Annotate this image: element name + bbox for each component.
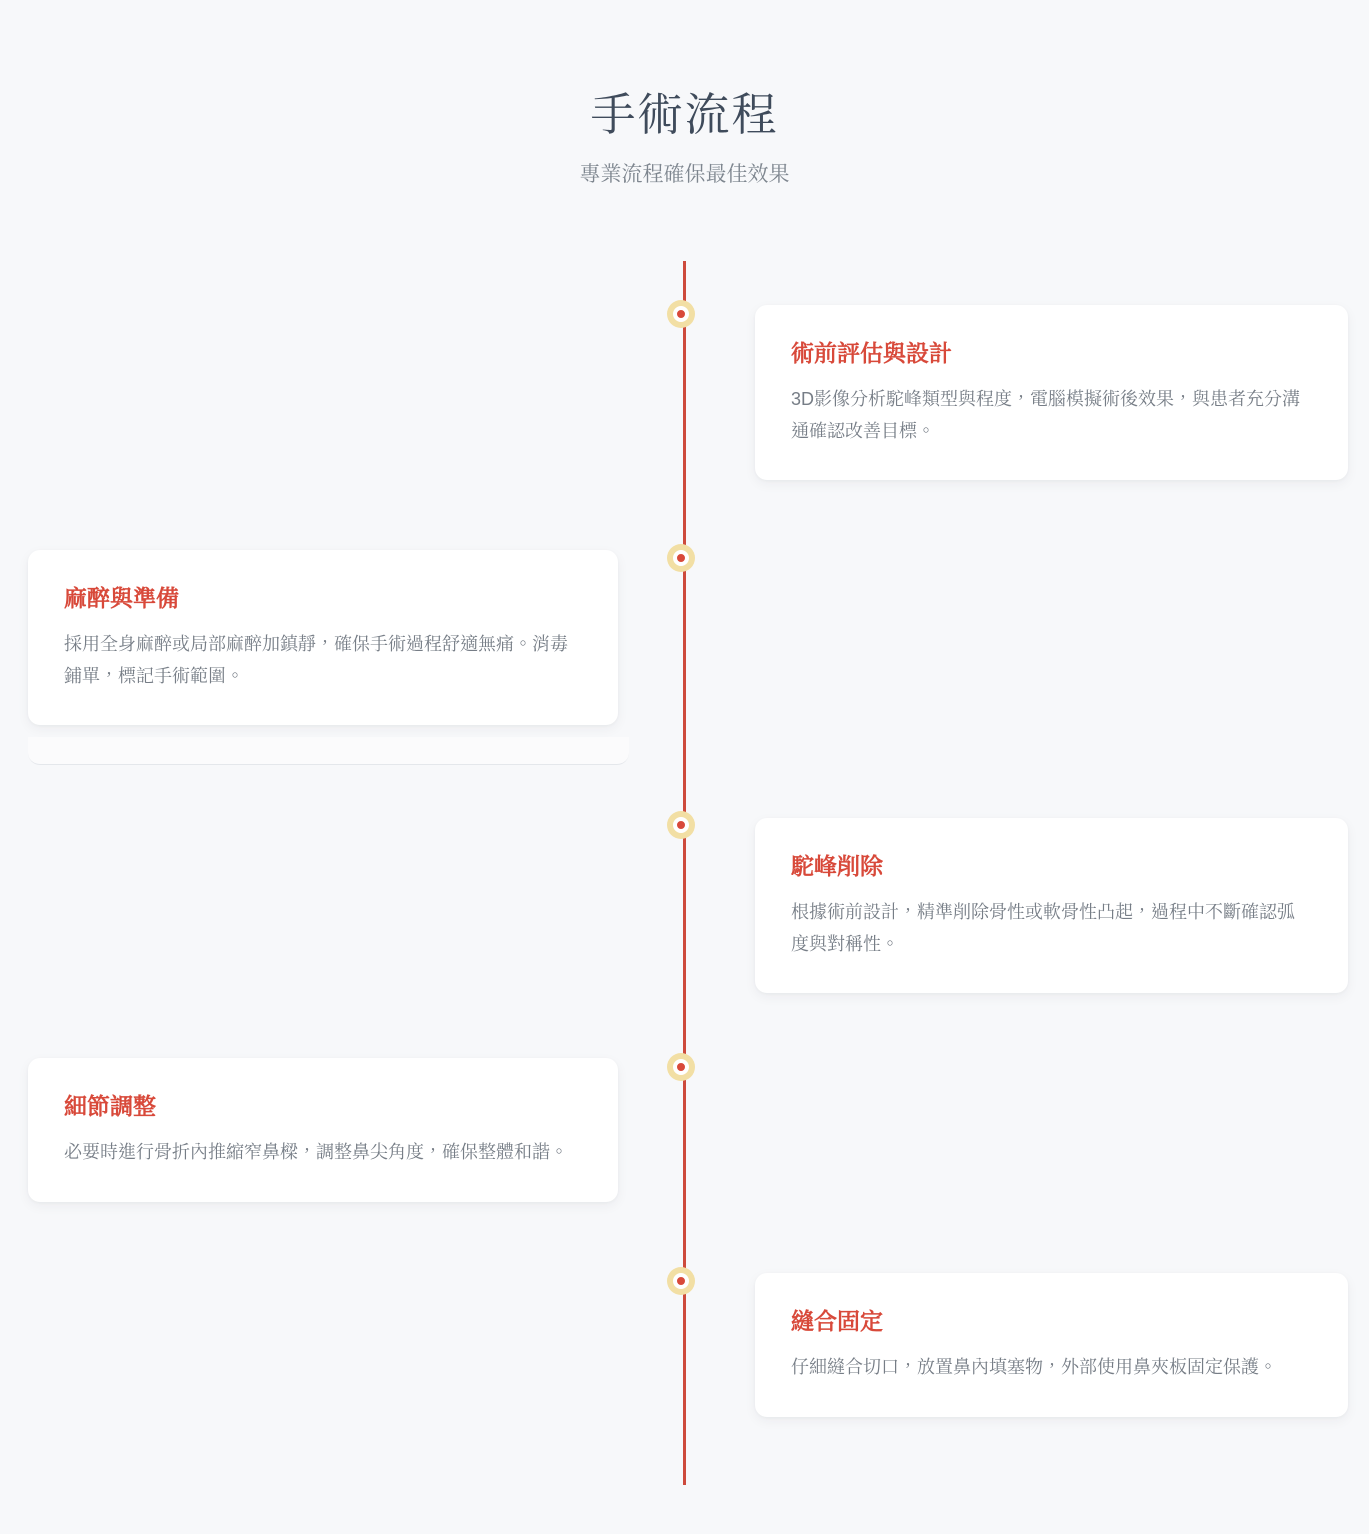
timeline-line <box>683 261 686 1485</box>
step-description: 採用全身麻醉或局部麻醉加鎮靜，確保手術過程舒適無痛。消毒鋪單，標記手術範圍。 <box>64 634 568 686</box>
step-title: 麻醉與準備 <box>64 585 179 611</box>
timeline-card-step-2 <box>28 550 618 725</box>
timeline-card-step-3 <box>755 818 1348 993</box>
timeline-dot <box>673 550 689 566</box>
timeline-dot <box>673 306 689 322</box>
timeline-dot <box>673 817 689 833</box>
timeline-card-step-1 <box>755 305 1348 480</box>
timeline-dot <box>673 1273 689 1289</box>
step-description: 3D影像分析駝峰類型與程度，電腦模擬術後效果，與患者充分溝通確認改善目標。 <box>791 389 1301 441</box>
step-description: 根據術前設計，精準削除骨性或軟骨性凸起，過程中不斷確認弧度與對稱性。 <box>791 902 1295 954</box>
timeline-dot <box>673 1059 689 1075</box>
row-divider <box>28 737 629 765</box>
page-title: 手術流程 <box>590 89 779 140</box>
step-description: 必要時進行骨折內推縮窄鼻樑，調整鼻尖角度，確保整體和諧。 <box>64 1142 568 1162</box>
step-title: 術前評估與設計 <box>791 340 952 366</box>
step-description: 仔細縫合切口，放置鼻內填塞物，外部使用鼻夾板固定保護。 <box>791 1357 1277 1377</box>
page-subtitle: 專業流程確保最佳效果 <box>579 163 790 186</box>
step-title: 縫合固定 <box>791 1308 883 1334</box>
timeline-card-step-4 <box>28 1058 618 1202</box>
step-title: 駝峰削除 <box>791 853 883 879</box>
step-title: 細節調整 <box>64 1093 156 1119</box>
timeline-card-step-5 <box>755 1273 1348 1417</box>
